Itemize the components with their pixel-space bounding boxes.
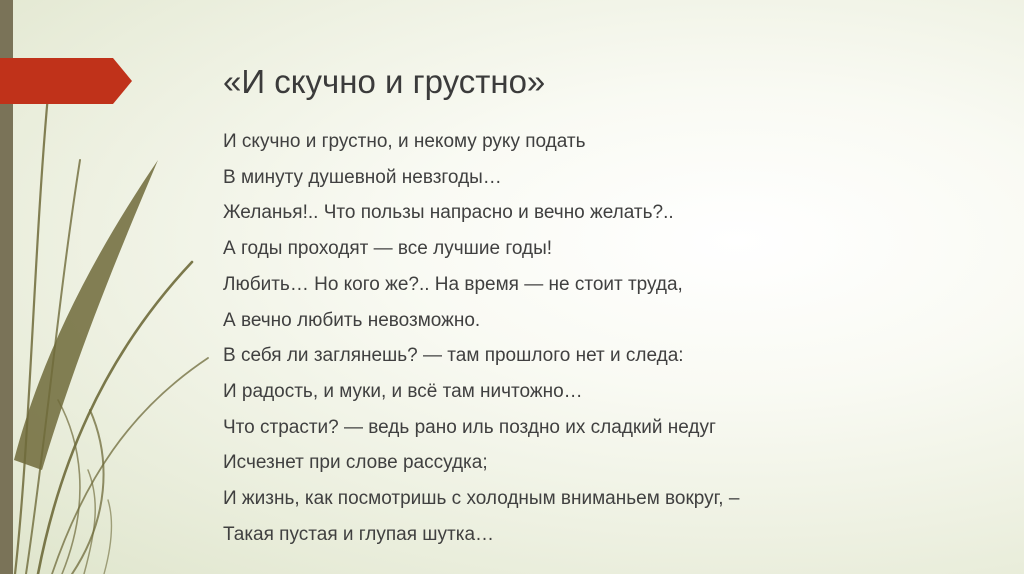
slide-title: «И скучно и грустно»: [223, 63, 546, 100]
poem-line: Такая пустая и глупая шутка…: [223, 523, 495, 545]
poem-line: А вечно любить невозможно.: [223, 309, 481, 331]
title-accent-tab: [0, 58, 132, 104]
poem-line: Что страсти? — ведь рано иль поздно их сладкий недуг: [223, 416, 716, 438]
poem-line: Любить… Но кого же?.. На время — не стоит труда,: [223, 273, 683, 295]
poem-line: В себя ли заглянешь? — там прошлого нет и следа:: [223, 345, 684, 367]
poem-line: И радость, и муки, и всё там ничтожно…: [223, 380, 583, 402]
poem-line: И скучно и грустно, и некому руку подать: [223, 131, 586, 152]
poem-line: И жизнь, как посмотришь с холодным вниманьем вокруг, –: [223, 488, 740, 510]
poem-line: А годы проходят — все лучшие годы!: [223, 238, 553, 260]
poem-body: [223, 124, 739, 552]
poem-line: В минуту душевной невзгоды…: [223, 166, 502, 188]
poem-line: Исчезнет при слове рассудка;: [223, 452, 488, 474]
poem-line: Желанья!.. Что пользы напрасно и вечно желать?..: [223, 202, 674, 224]
